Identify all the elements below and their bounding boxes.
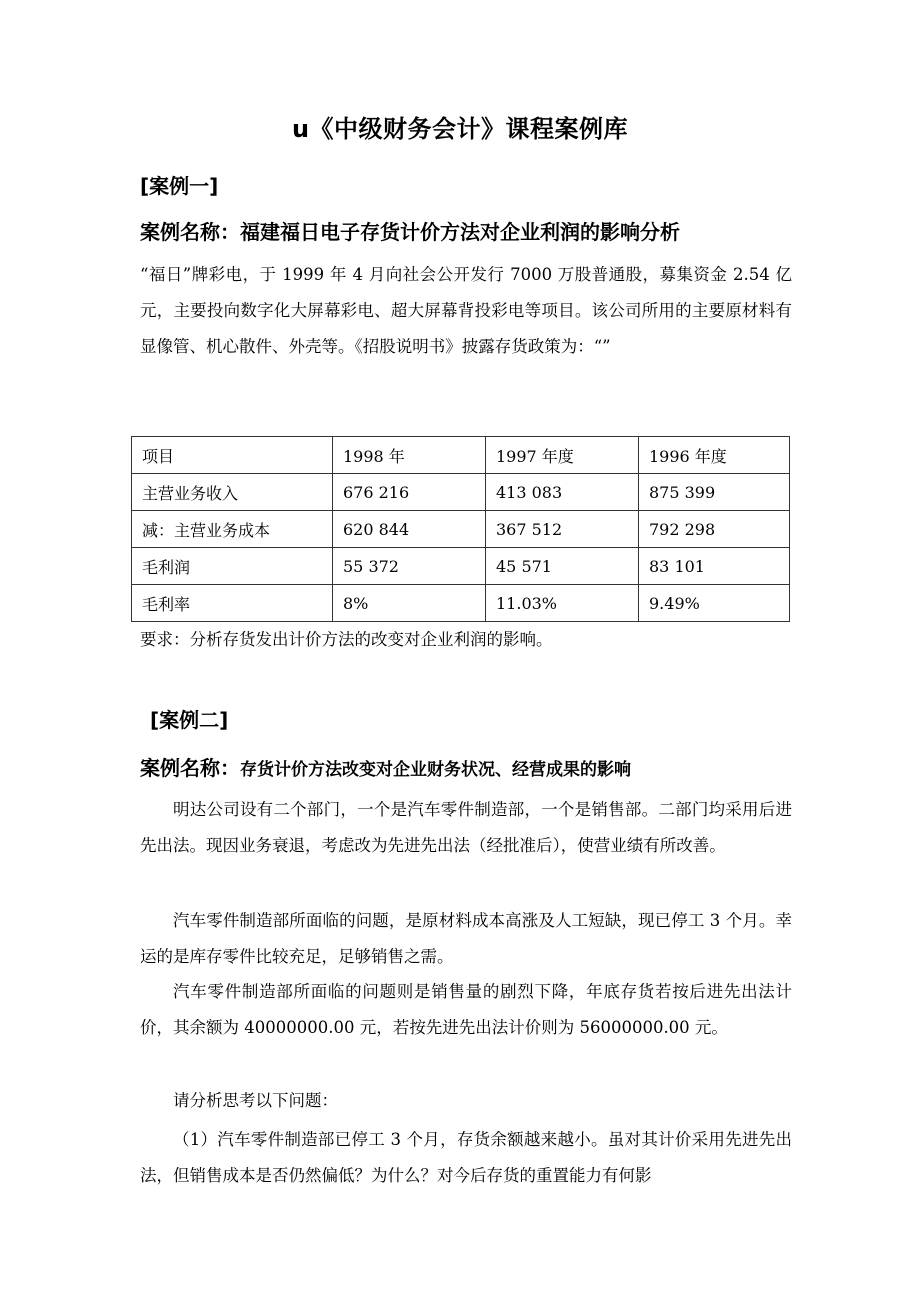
table-cell: 792 298	[639, 511, 790, 548]
case1-label: [案例一]	[140, 174, 219, 198]
table-cell: 45 571	[486, 548, 639, 585]
case1-name	[140, 216, 680, 250]
case1-name-label: 案例名称：	[140, 220, 240, 244]
table-cell: 620 844	[333, 511, 486, 548]
table-header-row	[132, 437, 790, 474]
case2-name-value: 存货计价方法改变对企业财务状况、经营成果的影响	[240, 760, 631, 780]
case2-label: [案例二]	[150, 708, 229, 732]
table-cell: 毛利率	[132, 585, 333, 622]
case2-paragraph-2: 汽车零件制造部所面临的问题，是原材料成本高涨及人工短缺，现已停工 3 个月。幸运的是库存零件比较充足，足够销售之需。	[140, 911, 792, 966]
table-cell: 367 512	[486, 511, 639, 548]
case1-requirement: 要求：分析存货发出计价方法的改变对企业利润的影响。	[140, 630, 553, 649]
table-cell: 83 101	[639, 548, 790, 585]
table-cell: 8%	[333, 585, 486, 622]
table-cell: 875 399	[639, 474, 790, 511]
table-cell: 9.49%	[639, 585, 790, 622]
table-cell: 413 083	[486, 474, 639, 511]
table-row	[132, 585, 790, 622]
financial-table	[131, 436, 790, 622]
table-header-cell: 1997 年度	[486, 437, 639, 474]
table-cell: 11.03%	[486, 585, 639, 622]
page-title: u《中级财务会计》课程案例库	[291, 115, 629, 143]
case2-paragraph-4: 请分析思考以下问题：	[173, 1091, 338, 1110]
case2-name	[140, 752, 631, 786]
table-row	[132, 511, 790, 548]
case2-name-label: 案例名称：	[140, 756, 240, 780]
table-cell: 676 216	[333, 474, 486, 511]
table-cell: 主营业务收入	[132, 474, 333, 511]
table-header-cell: 1996 年度	[639, 437, 790, 474]
table-header-cell: 1998 年	[333, 437, 486, 474]
table-row	[132, 548, 790, 585]
case1-intro: “福日”牌彩电，于 1999 年 4 月向社会公开发行 7000 万股普通股，募集资金 2.54 亿元，主要投向数字化大屏幕彩电、超大屏幕背投彩电等项目。该公司所用的主要原材料有显像管、机心散件、外壳等。《招股说明书》披露存货政策为：“”	[140, 265, 792, 356]
table-cell: 毛利润	[132, 548, 333, 585]
table-cell: 55 372	[333, 548, 486, 585]
case2-paragraph-3: 汽车零件制造部所面临的问题则是销售量的剧烈下降，年底存货若按后进先出法计价，其余额为 40000000.00 元，若按先进先出法计价则为 56000000.00 元。	[140, 982, 792, 1037]
table-cell: 减：主营业务成本	[132, 511, 333, 548]
case1-name-value: 福建福日电子存货计价方法对企业利润的影响分析	[240, 220, 680, 244]
case2-paragraph-1: 明达公司设有二个部门，一个是汽车零件制造部，一个是销售部。二部门均采用后进先出法。现因业务衰退，考虑改为先进先出法（经批准后），使营业绩有所改善。	[140, 800, 792, 855]
table-row	[132, 474, 790, 511]
table-header-cell: 项目	[132, 437, 333, 474]
case2-paragraph-5: （1）汽车零件制造部已停工 3 个月，存货余额越来越小。虽对其计价采用先进先出法，但销售成本是否仍然偏低？为什么？对今后存货的重置能力有何影	[140, 1130, 792, 1185]
